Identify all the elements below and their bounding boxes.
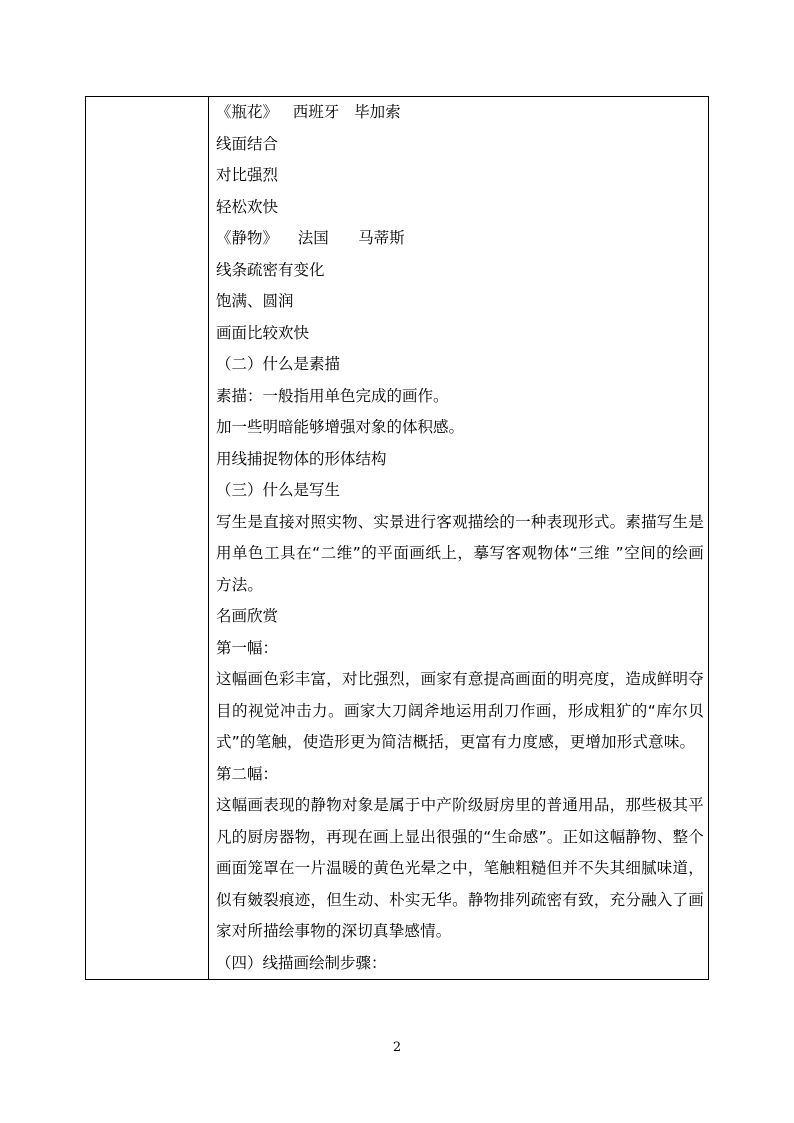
section-heading-line-drawing-steps: （四）线描画绘制步骤： (216, 953, 387, 972)
artwork-title-still-life: 《静物》 法国 马蒂斯 (216, 229, 405, 247)
feature-line: 饱满、圆润 (216, 292, 294, 310)
content-cell (216, 97, 704, 979)
definition-line: 用线捕捉物体的形体结构 (216, 449, 387, 468)
first-painting-paragraph: 这幅画色彩丰富，对比强烈，画家有意提高画面的明亮度，造成鲜明夺目的视觉冲击力。画家大刀阔斧地运用刮刀作画，形成粗犷的“库尔贝式”的笔触，使造形更为简洁概括，更富有力度感，更增加形式意味。 (216, 670, 704, 751)
column-divider (208, 97, 209, 979)
feature-line: 对比强烈 (216, 166, 279, 184)
first-painting-label: 第一幅： (216, 638, 279, 657)
section-heading-sketch: （二）什么是素描 (216, 355, 341, 373)
feature-line: 画面比较欢快 (216, 323, 310, 342)
artwork-title-vase-flowers: 《瓶花》 西班牙 毕加索 (216, 103, 401, 121)
feature-line: 轻松欢快 (216, 197, 279, 216)
second-painting-label: 第二幅： (216, 764, 279, 783)
feature-line: 线面结合 (216, 134, 279, 153)
left-empty-cell (86, 97, 208, 979)
masterpiece-heading: 名画欣赏 (216, 607, 279, 625)
page-number: 2 (392, 1040, 402, 1055)
second-painting-paragraph: 这幅画表现的静物对象是属于中产阶级厨房里的普通用品，那些极其平凡的厨房器物，再现在画上显出很强的“生命感”。正如这幅静物、整个画面笼罩在一片温暖的黄色光晕之中，笔触粗糙但并不失其细腻味道，似有皴裂痕迹，但生动、朴实无华。静物排列疏密有致，充分融入了画家对所描绘事物的深切真挚感情。 (216, 796, 704, 940)
definition-line: 加一些明暗能够增强对象的体积感。 (216, 418, 465, 436)
feature-line: 线条疏密有变化 (216, 260, 325, 279)
content-table (85, 96, 709, 980)
section-heading-life-drawing: （三）什么是写生 (216, 481, 341, 499)
definition-line: 素描：一般指用单色完成的画作。 (216, 386, 449, 405)
life-drawing-paragraph: 写生是直接对照实物、实景进行客观描绘的一种表现形式。素描写生是用单色工具在“二维”的平面画纸上，摹写客观物体“三维 ”空间的绘画方法。 (216, 512, 704, 594)
